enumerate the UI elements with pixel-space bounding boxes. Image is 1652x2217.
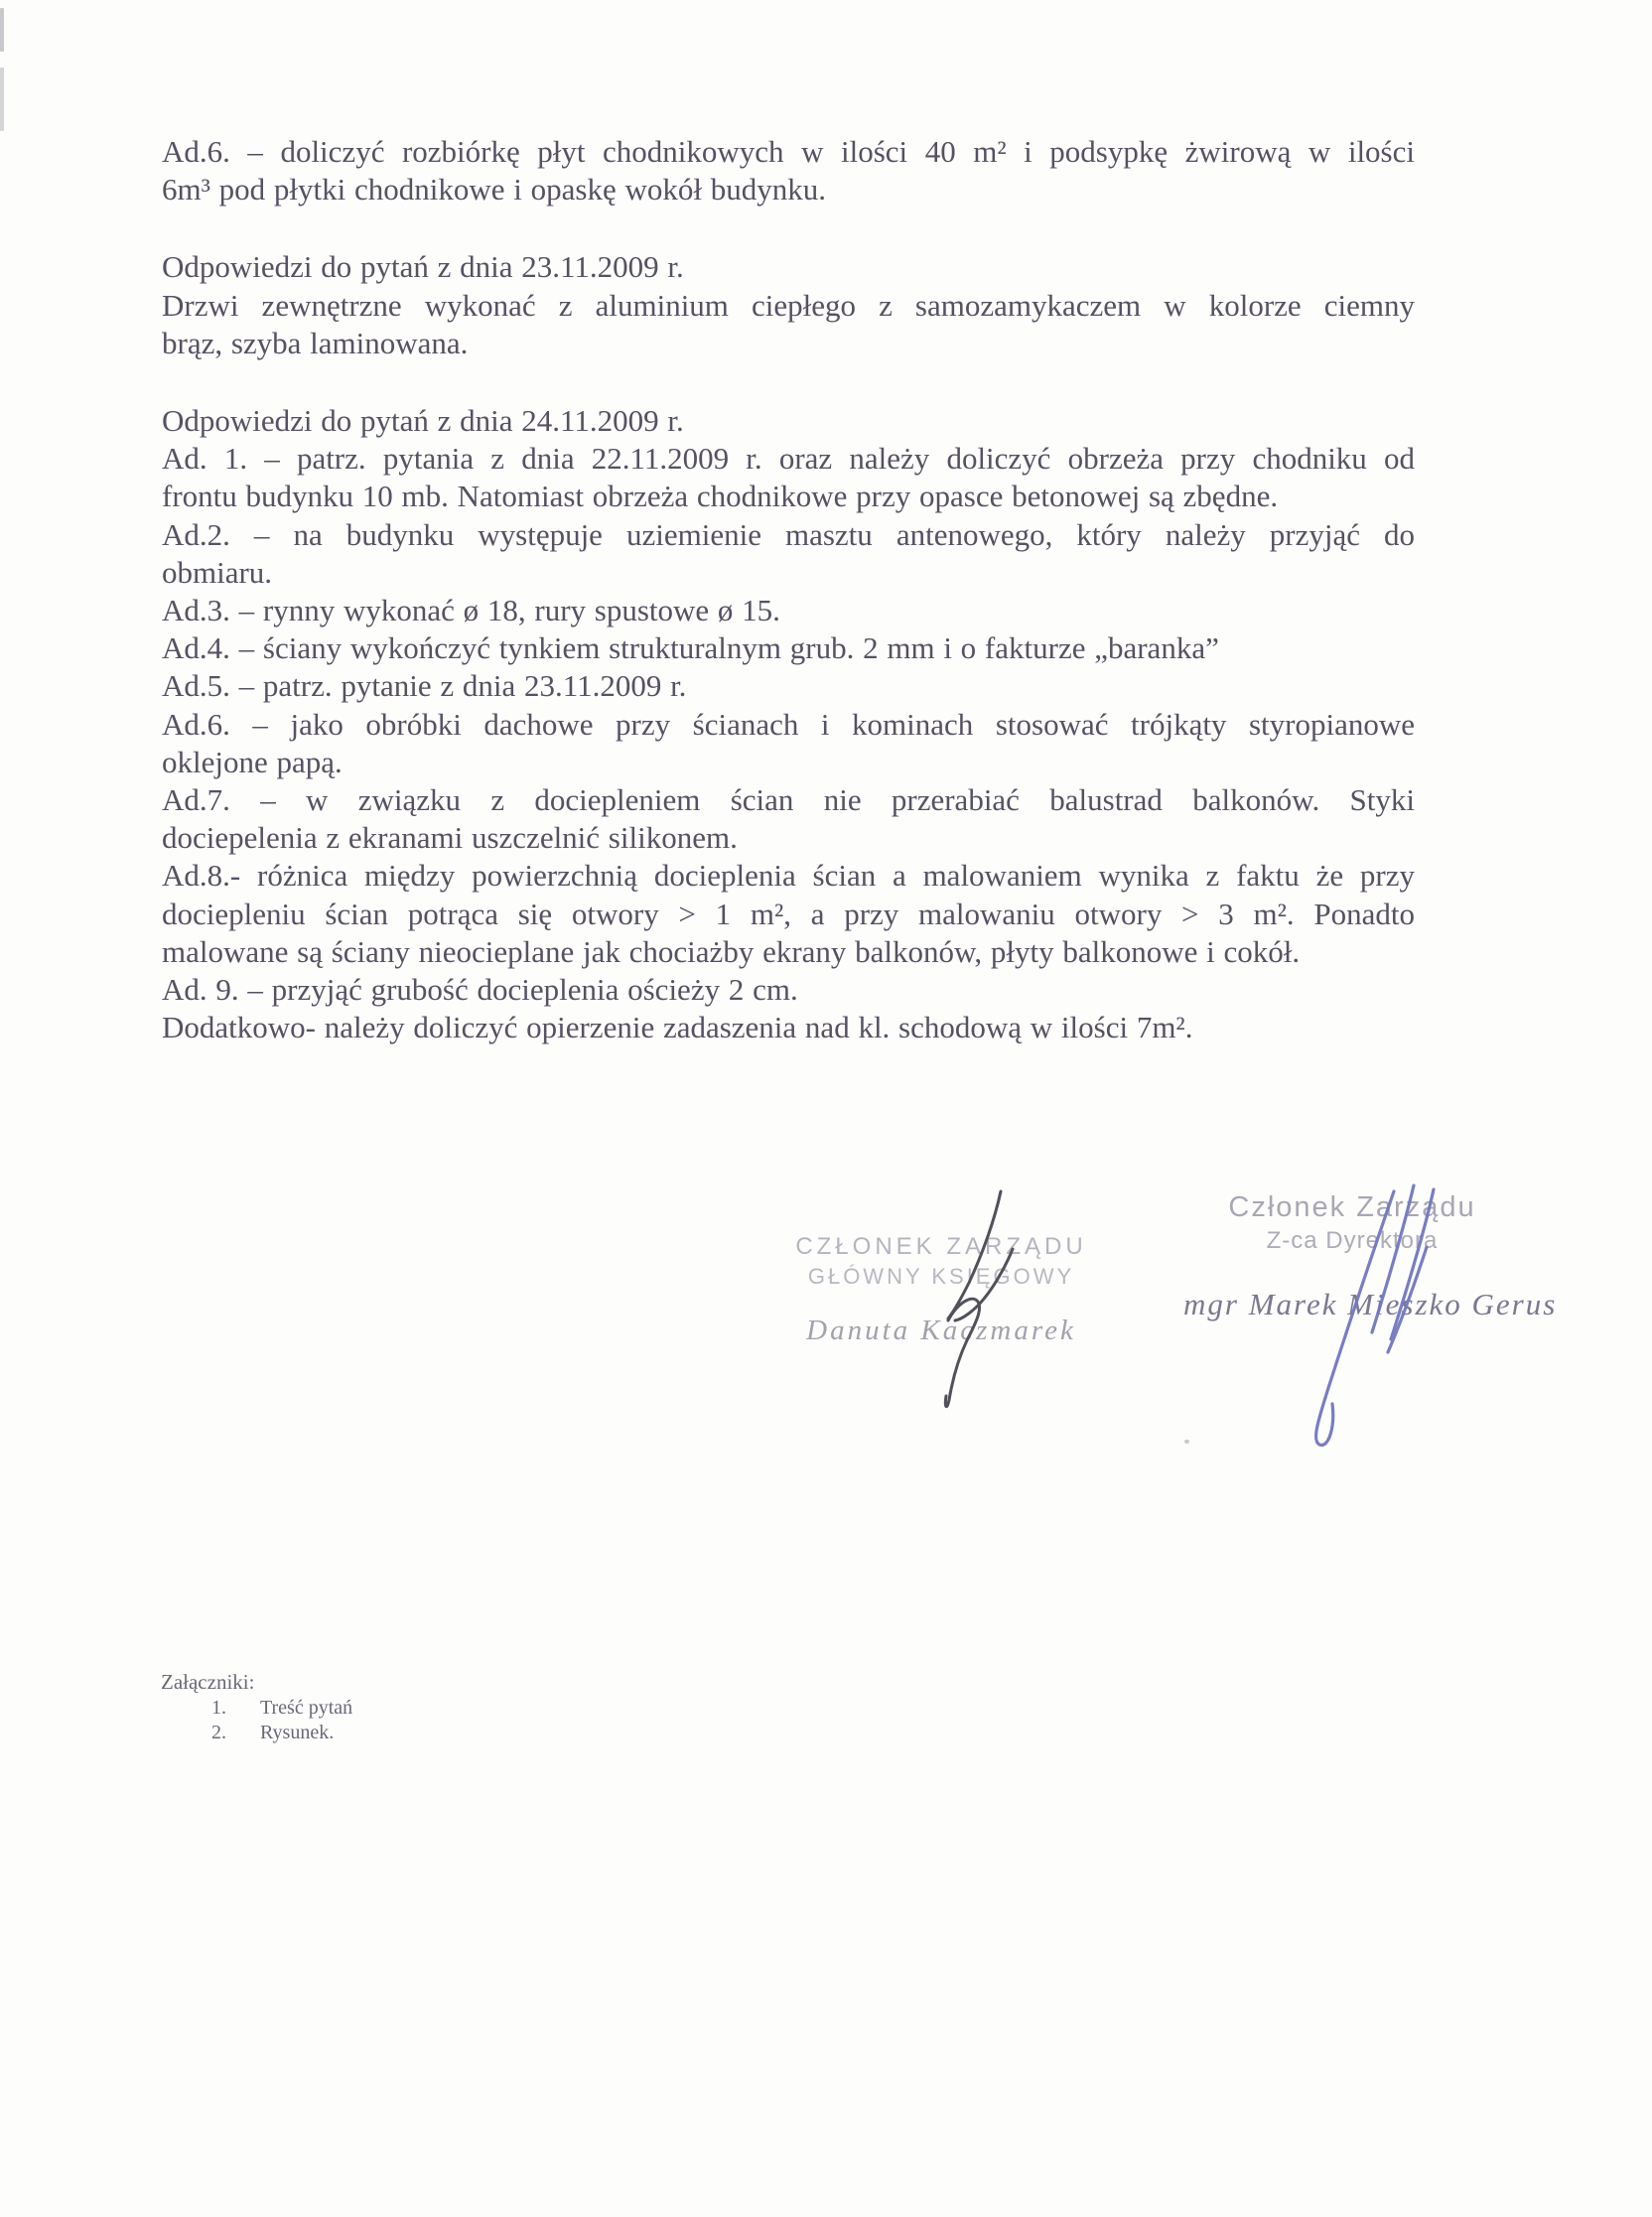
attachments-list (161, 1696, 352, 1745)
scan-artifact (0, 68, 4, 131)
text-line: dociepelenia z ekranami uszczelnić silikonem. (162, 820, 738, 856)
attachment-label: Rysunek. (260, 1722, 335, 1743)
text-line: Ad.7. – w związku z dociepleniem ścian nie przerabiać balustrad balkonów. Styki (162, 782, 1415, 818)
text-line: obmiaru. (162, 554, 273, 590)
attachment-item (161, 1721, 352, 1745)
text-line: Ad.4. – ściany wykończyć tynkiem strukturalnym grub. 2 mm i o fakturze „baranka” (162, 630, 1219, 666)
text-line: Dodatkowo- należy doliczyć opierzenie zadaszenia nad kl. schodową w ilości 7m². (162, 1010, 1193, 1045)
text-line: dociepleniu ścian potrąca się otwory > 1 m², a przy malowaniu otwory > 3 m². Ponadto (162, 896, 1415, 931)
stamp-name: mgr Marek Mieszko Gerus (1183, 1287, 1558, 1321)
attachment-number: 2. (211, 1722, 226, 1743)
text-line: brąz, szyba laminowana. (162, 325, 469, 360)
text-line: Ad.2. – na budynku występuje uziemienie masztu antenowego, który należy przyjąć do (162, 516, 1415, 552)
stamp-title: Członek Zarządu (1228, 1191, 1476, 1223)
text-line: Odpowiedzi do pytań z dnia 24.11.2009 r. (162, 403, 684, 439)
text-line: Ad.5. – patrz. pytanie z dnia 23.11.2009 r. (162, 668, 687, 704)
text-line: Ad.6. – jako obróbki dachowe przy ścianach i kominach stosować trójkąty styropianowe (162, 706, 1415, 742)
stamp-subtitle: GŁÓWNY KSIĘGOWY (807, 1264, 1075, 1289)
text-line: Ad. 1. – patrz. pytania z dnia 22.11.2009 r. oraz należy doliczyć obrzeża przy chodniku od (162, 441, 1415, 477)
text-line: Ad.3. – rynny wykonać ø 18, rury spustowe ø 15. (162, 593, 780, 628)
stamp-name: Danuta Kaczmarek (806, 1315, 1076, 1346)
paragraph (162, 402, 1415, 1046)
handwritten-signature-left (923, 1172, 1042, 1430)
text-line: oklejone papą. (162, 744, 343, 779)
attachment-label: Treść pytań (260, 1697, 353, 1719)
attachments-title: Załączniki: (161, 1670, 255, 1694)
attachment-number: 1. (211, 1697, 226, 1719)
attachments-section (161, 1670, 352, 1745)
attachment-item (161, 1696, 352, 1721)
paragraph (162, 248, 1415, 362)
stamp-subtitle: Z-ca Dyrektora (1266, 1227, 1439, 1254)
text-line: 6m³ pod płytki chodnikowe i opaskę wokół budynku. (162, 172, 826, 208)
scan-artifact (1184, 1440, 1189, 1444)
document-body (162, 133, 1415, 1046)
text-line: Ad.6. – doliczyć rozbiórkę płyt chodnikowych w ilości 40 m² i podsypkę żwirową w ilości (162, 134, 1415, 169)
paragraph (162, 133, 1415, 208)
text-line: Ad. 9. – przyjąć grubość docieplenia ościeży 2 cm. (162, 972, 798, 1008)
text-line: frontu budynku 10 mb. Natomiast obrzeża chodnikowe przy opasce betonowej są zbędne. (162, 479, 1279, 514)
stamp-title: CZŁONEK ZARZĄDU (795, 1233, 1087, 1260)
text-line: Ad.8.- różnica między powierzchnią docieplenia ścian a malowaniem wynika z faktu że przy (162, 858, 1415, 894)
text-line: malowane są ściany nieocieplane jak chociażby ekrany balkonów, płyty balkonowe i cokół. (162, 933, 1301, 969)
scan-artifact (0, 8, 4, 52)
text-line: Odpowiedzi do pytań z dnia 23.11.2009 r. (162, 249, 684, 285)
handwritten-signature-right (1271, 1167, 1469, 1464)
text-line: Drzwi zewnętrzne wykonać z aluminium ciepłego z samozamykaczem w kolorze ciemny (162, 287, 1415, 323)
